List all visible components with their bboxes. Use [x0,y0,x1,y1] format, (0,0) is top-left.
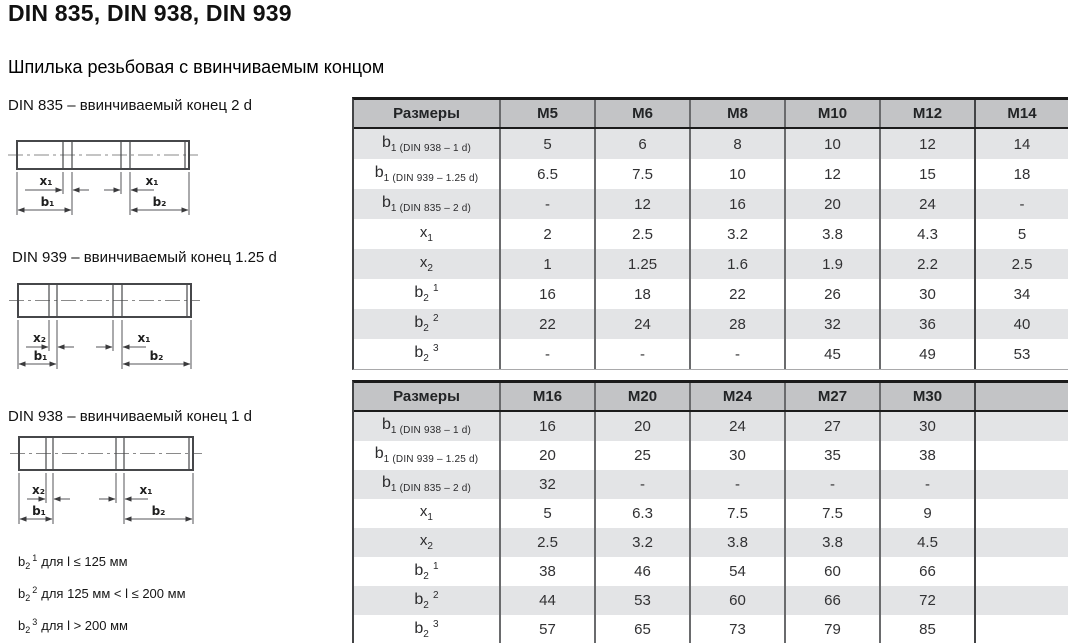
value-cell: 40 [974,309,1068,339]
value-cell: 45 [784,339,879,369]
value-cell: 46 [594,557,689,586]
value-cell: 27 [784,412,879,441]
left-runout-dim-label: x₂ [32,483,45,497]
column-header: M20 [594,383,689,410]
value-cell: 14 [974,129,1068,159]
value-cell: 7.5 [689,499,784,528]
dim-arrow [184,361,191,366]
dim-arrow [58,344,65,349]
value-cell: - [594,339,689,369]
value-cell: 1.9 [784,249,879,279]
table-row [354,129,1068,159]
page-subtitle: Шпилька резьбовая с ввинчиваемым концом [8,57,385,77]
value-cell: 1.6 [689,249,784,279]
dim-arrow [123,344,130,349]
value-cell: 5 [499,499,594,528]
value-cell [974,412,1068,441]
stud-drawing-din938-icon [6,432,221,529]
dim-arrow [46,516,53,521]
row-label: $b_2^1$ [414,283,439,304]
row-label: $x_1$ [419,223,434,244]
drawing-label-din835: DIN 835 – ввинчиваемый конец 2 d [8,97,252,114]
value-cell: 1 [499,249,594,279]
table-row [354,499,1068,528]
column-header: Размеры [393,388,460,405]
value-cell: 26 [784,279,879,309]
value-cell: 7.5 [594,159,689,189]
footnote: $b_2^3$ для l > 200 мм [18,617,128,635]
column-header: M24 [689,383,784,410]
drawing-label-din939: DIN 939 – ввинчиваемый конец 1.25 d [12,249,277,266]
right-runout-dim-label: x₁ [137,331,151,345]
value-cell: 38 [879,441,974,470]
drawing-label-din938: DIN 938 – ввинчиваемый конец 1 d [8,408,252,425]
value-cell [974,615,1068,643]
value-cell: 7.5 [784,499,879,528]
footnote: $b_2^2$ для 125 мм < l ≤ 200 мм [18,585,186,603]
dim-arrow [114,187,121,192]
value-cell: 6.3 [594,499,689,528]
value-cell: 3.2 [689,219,784,249]
row-label: $x_2$ [419,253,434,274]
table-row [354,557,1068,586]
value-cell: 3.2 [594,528,689,557]
value-cell: 5 [974,219,1068,249]
dim-arrow [56,187,63,192]
b1-dim-label: b₁ [33,349,48,363]
column-header [974,383,1068,410]
dim-arrow [19,361,26,366]
column-header: M5 [499,100,594,127]
value-cell: 2 [499,219,594,249]
b1-dim-label: b₁ [40,195,55,209]
column-header: M30 [879,383,974,410]
table-row [354,279,1068,309]
dim-arrow [39,496,46,501]
value-cell: 2.2 [879,249,974,279]
value-cell: - [499,189,594,219]
row-label: $b_2^2$ [414,313,439,334]
value-cell: - [689,470,784,499]
right-runout-dim-label: x₁ [139,483,153,497]
table-row [354,189,1068,219]
row-label: $b_2^1$ [414,560,439,582]
column-header: M10 [784,100,879,127]
left-runout-dim-label: x₂ [33,331,46,345]
page-title: DIN 835, DIN 938, DIN 939 [8,0,292,26]
value-cell: 49 [879,339,974,369]
row-label: $b_2^2$ [414,589,439,611]
row-label: $x_2$ [419,532,434,552]
value-cell: 32 [784,309,879,339]
value-cell: 18 [594,279,689,309]
table-row [354,586,1068,615]
b1-dim-label: b₁ [32,504,46,518]
value-cell: 66 [879,557,974,586]
value-cell: 85 [879,615,974,643]
dim-arrow [182,207,189,212]
table-row [354,249,1068,279]
row-label: $b_{1 (DIN 939 - 1.25 d)}$ [374,445,479,465]
column-header: M16 [499,383,594,410]
value-cell: 32 [499,470,594,499]
value-cell: 16 [499,279,594,309]
column-header: M6 [594,100,689,127]
b2-dim-label: b₂ [152,195,167,209]
value-cell: 3.8 [784,528,879,557]
value-cell: 20 [594,412,689,441]
dim-arrow [131,187,138,192]
b2-dim-label: b₂ [149,349,164,363]
dim-arrow [123,361,130,366]
value-cell: 35 [784,441,879,470]
column-header: M14 [974,100,1068,127]
value-cell [974,499,1068,528]
value-cell: 12 [784,159,879,189]
value-cell: 24 [594,309,689,339]
value-cell: 2.5 [594,219,689,249]
dim-arrow [131,207,138,212]
right-runout-dim-label: x₁ [145,174,159,188]
value-cell: - [689,339,784,369]
dim-arrow [109,496,116,501]
value-cell: 22 [689,279,784,309]
table-row [354,159,1068,189]
column-header: M27 [784,383,879,410]
value-cell: 65 [594,615,689,643]
value-cell: 2.5 [974,249,1068,279]
value-cell: 8 [689,129,784,159]
value-cell: - [974,189,1068,219]
value-cell: 4.5 [879,528,974,557]
value-cell: - [784,470,879,499]
row-label: $x_1$ [419,503,434,523]
value-cell: 25 [594,441,689,470]
value-cell: 15 [879,159,974,189]
value-cell: 1.25 [594,249,689,279]
dimension-table-m5-m14 [352,97,1068,370]
footnote: $b_2^1$ для l ≤ 125 мм [18,553,128,571]
dim-arrow [125,516,132,521]
value-cell: 24 [689,412,784,441]
table-row [354,412,1068,441]
row-label: $b_{1 (DIN 835 - 2 d)}$ [381,193,471,214]
value-cell: 3.8 [689,528,784,557]
value-cell: 38 [499,557,594,586]
value-cell: 12 [879,129,974,159]
table-row [354,339,1068,369]
dim-arrow [54,496,61,501]
value-cell: 60 [689,586,784,615]
column-header: M8 [689,100,784,127]
dim-arrow [20,516,27,521]
table-row [354,528,1068,557]
value-cell: 10 [689,159,784,189]
value-cell: 54 [689,557,784,586]
value-cell: 18 [974,159,1068,189]
row-label: $b_{1 (DIN 939 - 1.25 d)}$ [374,163,479,184]
value-cell: 66 [784,586,879,615]
dim-arrow [73,187,80,192]
value-cell [974,441,1068,470]
value-cell [974,557,1068,586]
value-cell: - [879,470,974,499]
table-row [354,219,1068,249]
value-cell: 20 [499,441,594,470]
value-cell [974,586,1068,615]
value-cell: 16 [689,189,784,219]
value-cell: 30 [689,441,784,470]
row-label: $b_2^3$ [414,343,439,364]
value-cell: 16 [499,412,594,441]
row-label: $b_{1 (DIN 938 - 1 d)}$ [381,416,471,436]
dim-arrow [125,496,132,501]
value-cell: 9 [879,499,974,528]
table-header-row [354,383,1068,412]
row-label: $b_{1 (DIN 835 - 2 d)}$ [381,474,471,494]
table-header-row [354,100,1068,129]
value-cell: - [499,339,594,369]
column-header: M12 [879,100,974,127]
value-cell: 34 [974,279,1068,309]
value-cell: 6.5 [499,159,594,189]
value-cell: 53 [974,339,1068,369]
value-cell: - [594,470,689,499]
value-cell: 44 [499,586,594,615]
value-cell: 72 [879,586,974,615]
value-cell: 30 [879,279,974,309]
table-row [354,470,1068,499]
value-cell: 6 [594,129,689,159]
value-cell: 10 [784,129,879,159]
value-cell: 20 [784,189,879,219]
value-cell [974,528,1068,557]
value-cell: 57 [499,615,594,643]
dim-arrow [50,361,57,366]
b2-dim-label: b₂ [151,504,166,518]
stud-drawing-din835-icon [6,133,221,223]
value-cell: 28 [689,309,784,339]
value-cell: 3.8 [784,219,879,249]
value-cell: 30 [879,412,974,441]
dim-arrow [106,344,113,349]
value-cell [974,470,1068,499]
row-label: $b_2^3$ [414,618,439,640]
value-cell: 22 [499,309,594,339]
left-runout-dim-label: x₁ [39,174,53,188]
value-cell: 36 [879,309,974,339]
row-label: $b_{1 (DIN 938 - 1 d)}$ [381,133,471,154]
value-cell: 60 [784,557,879,586]
value-cell: 79 [784,615,879,643]
value-cell: 2.5 [499,528,594,557]
dim-arrow [65,207,72,212]
dim-arrow [18,207,25,212]
value-cell: 4.3 [879,219,974,249]
stud-drawing-din939-icon [6,278,221,375]
table-row [354,309,1068,339]
table-row [354,615,1068,643]
value-cell: 12 [594,189,689,219]
table-row [354,441,1068,470]
value-cell: 53 [594,586,689,615]
column-header: Размеры [393,105,460,122]
value-cell: 5 [499,129,594,159]
dimension-table-m16-m30 [352,380,1068,643]
value-cell: 73 [689,615,784,643]
dim-arrow [186,516,193,521]
value-cell: 24 [879,189,974,219]
